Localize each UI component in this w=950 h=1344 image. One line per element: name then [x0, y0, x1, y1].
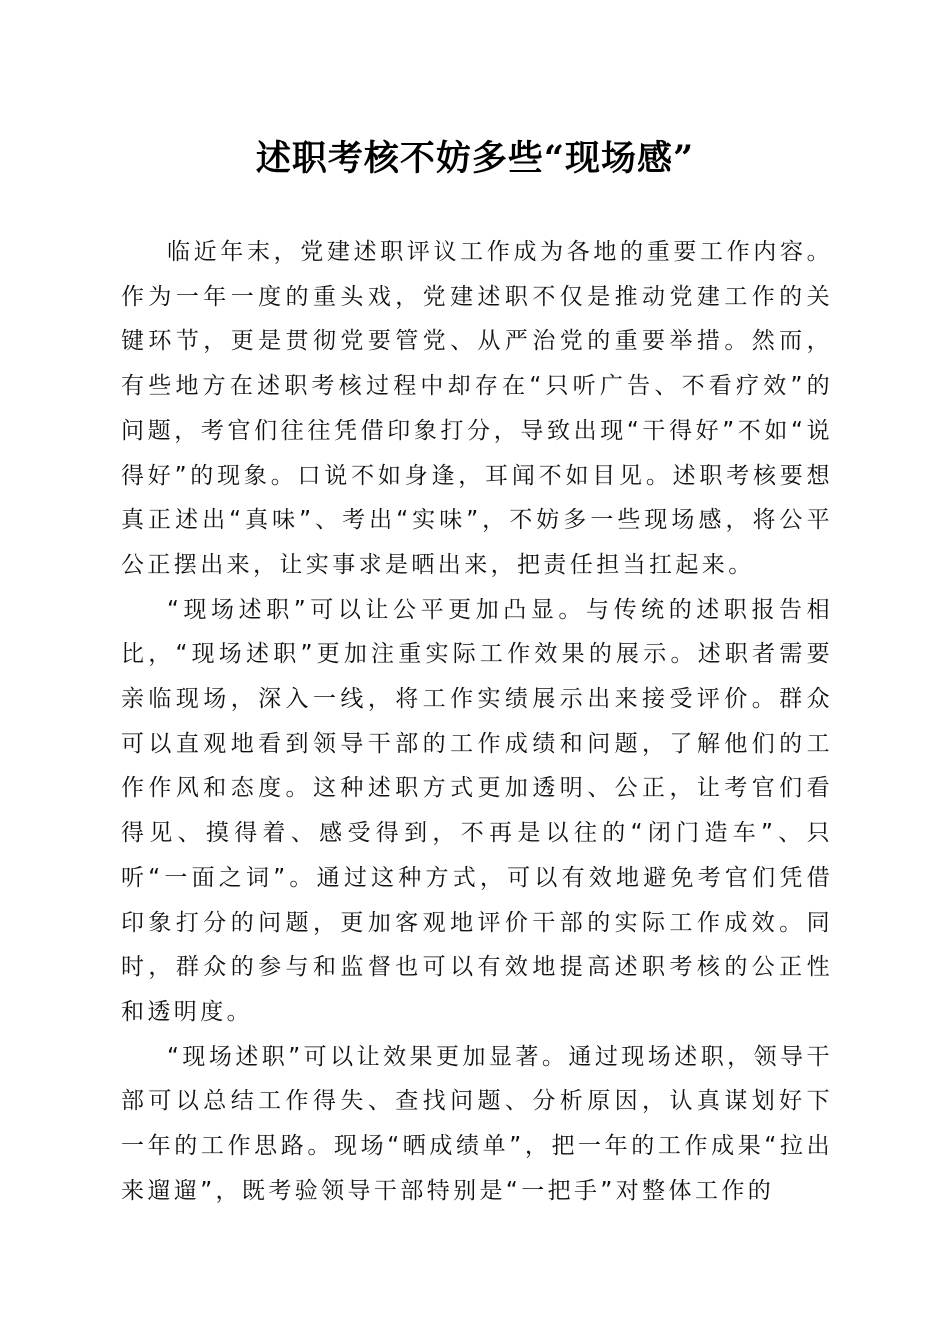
paragraph-1: 临近年末，党建述职评议工作成为各地的重要工作内容。作为一年一度的重头戏，党建述职不仅是推动党建工作的关键环节，更是贯彻党要管党、从严治党的重要举措。然而，有些地方在述职考核过程中却存在“只听广告、不看疗效”的问题，考官们往往凭借印象打分，导致出现“干得好”不如“说得好”的现象。口说不如身逢，耳闻不如目见。述职考核要想真正述出“真味”、考出“实味”，不妨多一些现场感，将公平公正摆出来，让实事求是晒出来，把责任担当扛起来。	[121, 239, 833, 578]
document-title: 述职考核不妨多些“现场感”	[255, 138, 695, 179]
paragraph-3: “现场述职”可以让效果更加显著。通过现场述职，领导干部可以总结工作得失、查找问题、分析原因，认真谋划好下一年的工作思路。现场“晒成绩单”，把一年的工作成果“拉出来遛遛”，既考验领导干部特别是“一把手”对整体工作的	[121, 1043, 833, 1204]
paragraph-2: “现场述职”可以让公平更加凸显。与传统的述职报告相比，“现场述职”更加注重实际工作效果的展示。述职者需要亲临现场，深入一线，将工作实绩展示出来接受评价。群众可以直观地看到领导干部的工作成绩和问题，了解他们的工作作风和态度。这种述职方式更加透明、公正，让考官们看得见、摸得着、感受得到，不再是以往的“闭门造车”、只听“一面之词”。通过这种方式，可以有效地避免考官们凭借印象打分的问题，更加客观地评价干部的实际工作成效。同时，群众的参与和监督也可以有效地提高述职考核的公正性和透明度。	[121, 596, 833, 1025]
document-body	[121, 230, 833, 1213]
